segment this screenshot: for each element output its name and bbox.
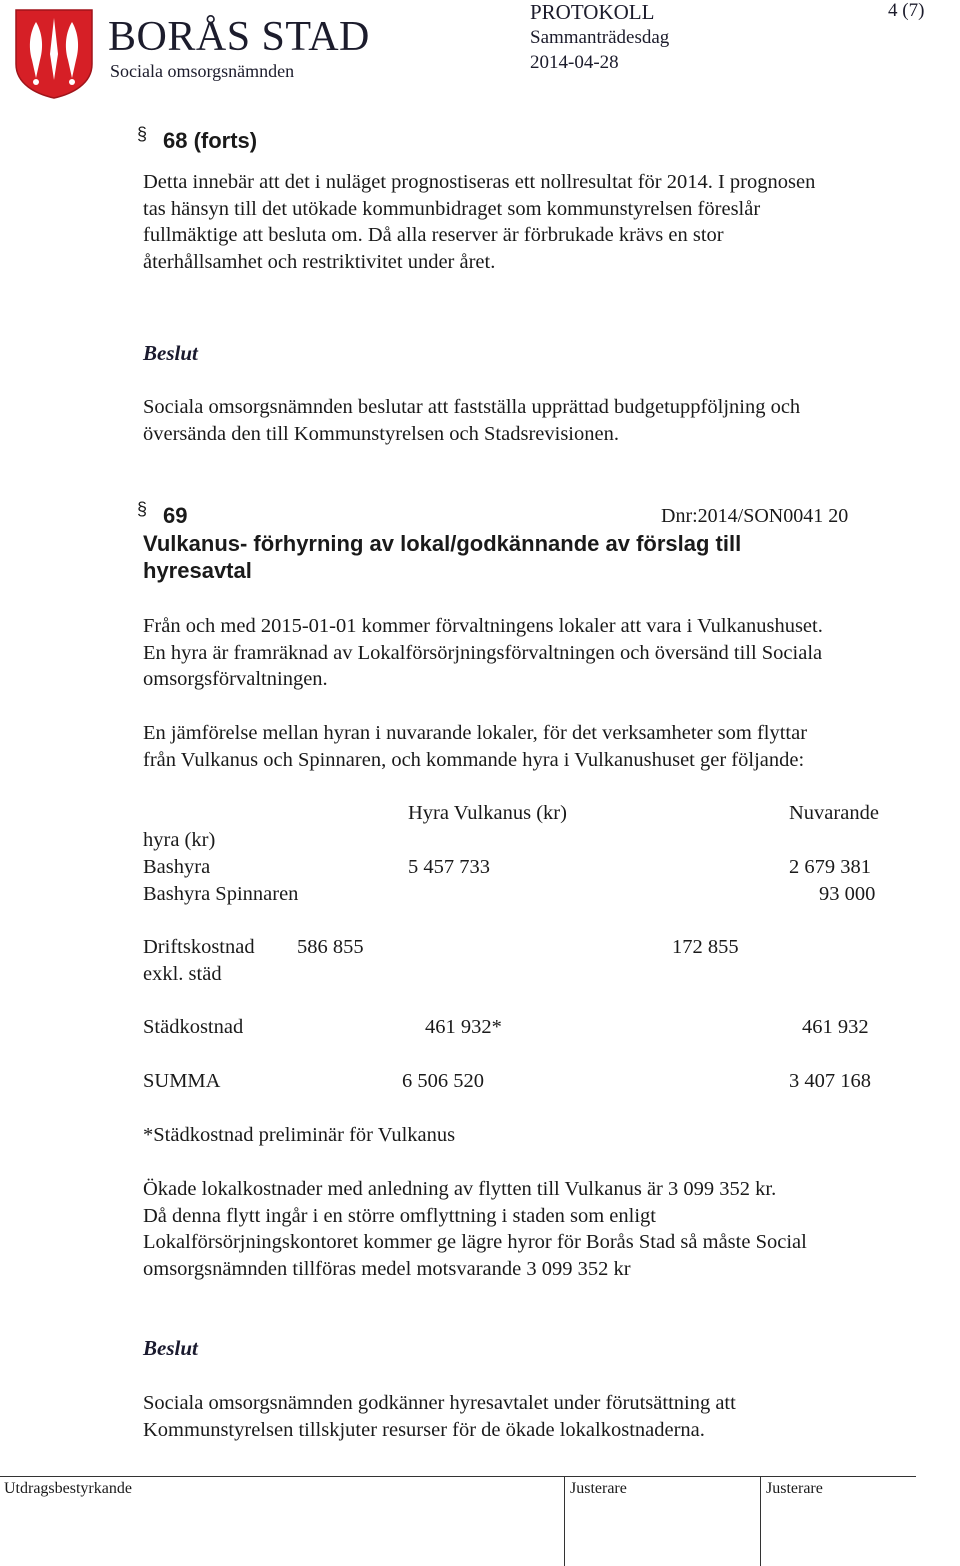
row-label-driftskostnad: Driftskostnad [143, 936, 255, 958]
cell-spinnaren-current: 93 000 [819, 883, 876, 905]
cell-summa-current: 3 407 168 [789, 1070, 871, 1092]
cell-bashyra-current: 2 679 381 [789, 856, 871, 878]
section-68-decision-text: Sociala omsorgsnämnden beslutar att fastställa upprättad budgetuppföljning och översända den till Kommunstyrelsen och Stadsrevisionen. [143, 396, 801, 445]
page-number: 4 (7) [888, 0, 925, 21]
cell-bashyra-vulkanus: 5 457 733 [408, 856, 490, 878]
row-label-driftskostnad-cont: exkl. städ [143, 963, 222, 985]
cell-drift-current: 172 855 [672, 936, 739, 958]
section-68-decision-heading: Beslut [143, 341, 198, 365]
certification-label: Utdragsbestyrkande [4, 1480, 132, 1497]
footer-top-rule [0, 1476, 916, 1477]
footer-divider-2 [760, 1476, 761, 1566]
meeting-label: Sammanträdesdag [530, 27, 670, 48]
adjuster-2-label: Justerare [766, 1480, 823, 1497]
row-label-spinnaren: Bashyra Spinnaren [143, 883, 299, 905]
section-69-number: § 69 [137, 499, 188, 528]
section-69-title: Vulkanus- förhyrning av lokal/godkännande av förslag till hyresavtal [143, 531, 742, 583]
section-69-paragraph-1: Från och med 2015-01-01 kommer förvaltningens lokaler att vara i Vulkanushuset. En hyra är framräknad av Lokalförsörjningsförvaltningen och översänd till Sociala omsorgsförvaltningen. [143, 615, 823, 690]
department-name: Sociala omsorgsnämnden [110, 61, 295, 81]
section-69-paragraph-2: En jämförelse mellan hyran i nuvarande lokaler, för det verksamheter som flyttar från Vulkanus och Spinnaren, och kommande hyra i Vulkanushuset ger följande: [143, 722, 808, 771]
cell-drift-vulkanus: 586 855 [297, 936, 364, 958]
coat-of-arms-logo [14, 8, 94, 100]
section-69-decision-heading: Beslut [143, 1336, 198, 1360]
adjuster-1-label: Justerare [570, 1480, 627, 1497]
section-68-heading: § 68 (forts) [137, 124, 258, 153]
section-69-paragraph-3: Ökade lokalkostnader med anledning av flytten till Vulkanus är 3 099 352 kr. Då denna flytt ingår i en större omflyttning i staden som enligt Lokalförsörjningskontoret kommer ge lägre hyror för Borås Stad så måste Social omsorgsnämnden tillföras medel motsvarande 3 099 352 kr [143, 1178, 807, 1280]
brand-name: BORÅS STAD [108, 14, 370, 60]
footer-divider-1 [564, 1476, 565, 1566]
row-label-bashyra: Bashyra [143, 856, 211, 878]
column-header-current-cont: hyra (kr) [143, 829, 216, 851]
section-69-decision-text: Sociala omsorgsnämnden godkänner hyresavtalet under förutsättning att Kommunstyrelsen tillskjuter resurser för de ökade lokalkostnaderna. [143, 1392, 736, 1441]
column-header-vulkanus: Hyra Vulkanus (kr) [408, 802, 567, 824]
section-sign: § [137, 124, 148, 144]
section-sign: § [137, 499, 148, 519]
cleaning-footnote: *Städkostnad preliminär för Vulkanus [143, 1124, 456, 1146]
meeting-date: 2014-04-28 [530, 52, 619, 73]
diary-number: Dnr:2014/SON0041 20 [661, 505, 849, 527]
cell-summa-vulkanus: 6 506 520 [402, 1070, 484, 1092]
cell-stad-current: 461 932 [802, 1016, 869, 1038]
column-header-current: Nuvarande [789, 802, 879, 824]
section-68-paragraph: Detta innebär att det i nuläget prognostiseras ett nollresultat för 2014. I prognosen tas hänsyn till det utökade kommunbidraget som kommunstyrelsen föreslår fullmäktige att besluta om. Då alla reserver är förbrukade krävs en stor återhållsamhet och restriktivitet under året. [143, 171, 816, 273]
row-label-summa: SUMMA [143, 1070, 221, 1092]
doc-type: PROTOKOLL [530, 0, 655, 24]
row-label-stadkostnad: Städkostnad [143, 1016, 244, 1038]
cell-stad-vulkanus: 461 932* [425, 1016, 502, 1038]
